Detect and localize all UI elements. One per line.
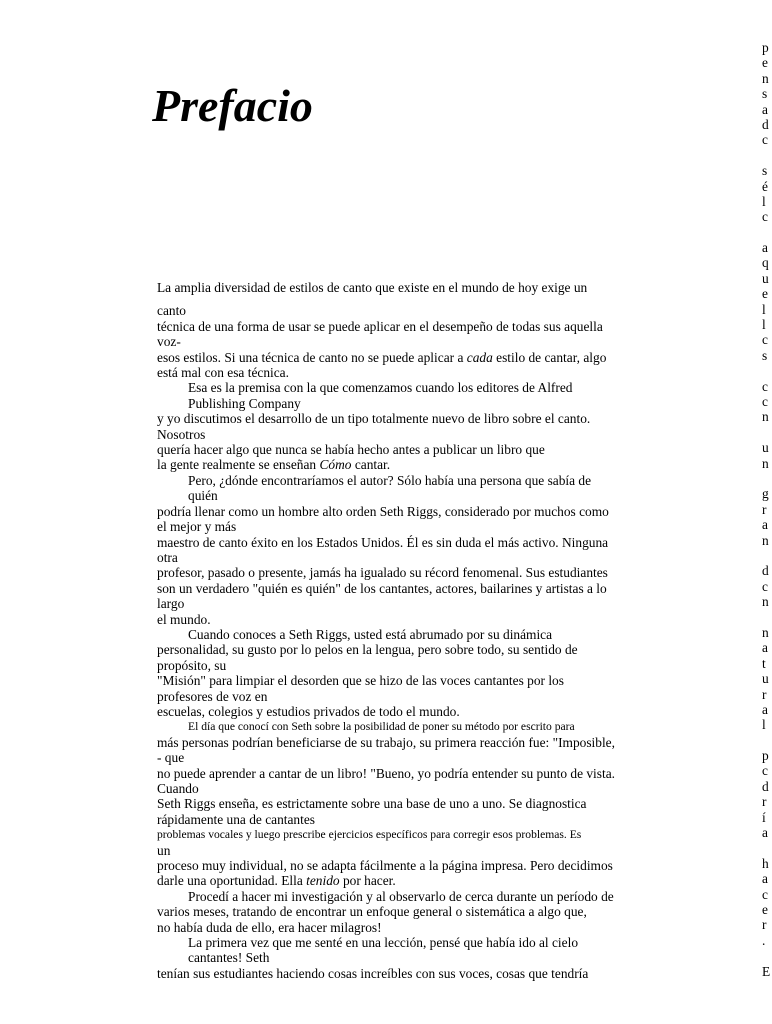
clipped-letter: a <box>762 517 768 533</box>
text-line: proceso muy individual, no se adapta fácilmente a la página impresa. Pero decidimos <box>157 858 613 874</box>
clipped-letter: p <box>762 748 769 764</box>
text-line <box>157 873 657 888</box>
text-line: quería hacer algo que nunca se había hecho antes a publicar un libro que <box>157 442 545 458</box>
clipped-letter: e <box>762 55 768 71</box>
text-line: El día que conocí con Seth sobre la posibilidad de poner su método por escrito para <box>188 720 575 734</box>
clipped-letter: d <box>762 116 769 132</box>
text-line: técnica de una forma de usar se puede aplicar en el desempeño de todas sus aquella <box>157 318 603 334</box>
text-line: rápidamente una de cantantes <box>157 811 316 827</box>
clipped-letter: a <box>762 101 768 117</box>
clipped-letter: q <box>762 255 769 271</box>
clipped-letter: d <box>762 778 769 794</box>
text-line: varios meses, tratando de encontrar un enfoque general o sistemática a algo que, <box>157 904 587 920</box>
text-run: estilo de cantar, algo <box>492 349 607 365</box>
clipped-letter: c <box>762 763 768 779</box>
clipped-letter: p <box>762 39 769 55</box>
clipped-letter: n <box>762 532 769 548</box>
clipped-letter: E <box>762 963 771 979</box>
italic-word: Cómo <box>319 457 352 473</box>
text-run: cantar. <box>351 457 391 473</box>
clipped-letter: n <box>762 70 769 86</box>
italic-word: cada <box>466 349 493 365</box>
clipped-letter: l <box>762 193 766 209</box>
text-line: Cuando conoces a Seth Riggs, usted está abrumado por su dinámica <box>188 626 553 642</box>
text-line: son un verdadero "quién es quién" de los cantantes, actores, bailarines y artistas a lo <box>157 580 607 596</box>
italic-word: tenido <box>306 873 340 889</box>
text-line: personalidad, su gusto por lo pelos en la lengua, pero sobre todo, su sentido de <box>157 642 578 658</box>
text-line: Publishing Company <box>188 395 301 411</box>
clipped-letter: r <box>762 686 767 702</box>
text-line: - que <box>157 750 185 766</box>
text-line: el mejor y más <box>157 519 237 535</box>
text-line: canto <box>157 303 186 319</box>
text-run: darle una oportunidad. Ella <box>157 873 307 889</box>
text-line: Cuando <box>157 781 199 796</box>
text-line: más personas podrían beneficiarse de su trabajo, su primera reacción fue: "Imposible, <box>157 734 615 750</box>
clipped-letter: a <box>762 640 768 656</box>
text-line: no puede aprender a cantar de un libro! "Bueno, yo podría entender su punto de vista. <box>157 765 615 781</box>
text-line: está mal con esa técnica. <box>157 365 289 381</box>
text-line: La primera vez que me senté en una lección, pensé que había ido al cielo <box>188 935 579 951</box>
text-line: escuelas, colegios y estudios privados de todo el mundo. <box>157 703 460 719</box>
clipped-letter: é <box>762 178 768 194</box>
text-line: Pero, ¿dónde encontraríamos el autor? Sólo había una persona que sabía de <box>188 472 592 488</box>
clipped-letter: í <box>762 809 766 825</box>
clipped-letter: r <box>762 917 767 933</box>
text-line <box>157 350 657 365</box>
clipped-letter: c <box>762 209 768 225</box>
text-line: Procedí a hacer mi investigación y al observarlo de cerca durante un período de <box>188 888 614 904</box>
text-line: tenían sus estudiantes haciendo cosas increíbles con sus voces, cosas que tendría <box>157 965 589 981</box>
clipped-letter: n <box>762 624 769 640</box>
page-title: Prefacio <box>152 80 313 131</box>
clipped-letter: c <box>762 132 768 148</box>
clipped-right-column <box>762 40 772 979</box>
text-run: esos estilos. Si una técnica de canto no se puede aplicar a <box>157 349 467 365</box>
text-run: la gente realmente se enseñan <box>157 457 320 473</box>
clipped-letter: d <box>762 563 769 579</box>
text-line: el mundo. <box>157 611 211 627</box>
clipped-letter: e <box>762 902 768 917</box>
clipped-letter: g <box>762 486 769 502</box>
text-line: otra <box>157 549 178 565</box>
clipped-letter: u <box>762 440 769 456</box>
clipped-letter: c <box>762 378 768 394</box>
clipped-letter: a <box>762 701 768 717</box>
clipped-letter: h <box>762 855 769 871</box>
clipped-letter: a <box>762 825 768 841</box>
text-line: y yo discutimos el desarrollo de un tipo totalmente nuevo de libro sobre el canto. <box>157 411 591 427</box>
text-line: profesores de voz en <box>157 688 268 704</box>
clipped-letter: n <box>762 409 769 425</box>
text-line <box>157 457 657 472</box>
text-line: Nosotros <box>157 426 206 442</box>
clipped-letter: r <box>762 794 767 810</box>
text-line: "Misión" para limpiar el desorden que se hizo de las voces cantantes por los <box>157 673 564 689</box>
text-line: profesor, pasado o presente, jamás ha igualado su récord fenomenal. Sus estudiantes <box>157 565 608 581</box>
text-line: maestro de canto éxito en los Estados Unidos. Él es sin duda el más activo. Ninguna <box>157 534 609 550</box>
clipped-letter: s <box>762 86 768 102</box>
text-line: quién <box>188 488 218 504</box>
clipped-letter: n <box>762 594 769 610</box>
clipped-letter: u <box>762 671 769 687</box>
clipped-letter: n <box>762 455 769 471</box>
clipped-letter: . <box>762 932 766 948</box>
clipped-letter: c <box>762 332 768 348</box>
text-run: por hacer. <box>339 873 396 889</box>
text-line: problemas vocales y luego prescribe ejercicios específicos para corregir esos problemas. Es <box>157 828 582 842</box>
clipped-letter: l <box>762 301 766 317</box>
clipped-letter: l <box>762 717 766 733</box>
text-line: cantantes! Seth <box>188 950 270 966</box>
clipped-letter: s <box>762 163 768 179</box>
text-line: Seth Riggs enseña, es estrictamente sobre una base de uno a uno. Se diagnostica <box>157 796 587 812</box>
clipped-letter: a <box>762 240 768 256</box>
clipped-letter: s <box>762 347 768 363</box>
text-line: un <box>157 842 171 858</box>
clipped-letter: l <box>762 317 766 333</box>
text-line: podría llenar como un hombre alto orden Seth Riggs, considerado por muchos como <box>157 503 609 519</box>
clipped-letter: c <box>762 578 768 594</box>
text-line: Esa es la premisa con la que comenzamos cuando los editores de Alfred <box>188 380 573 396</box>
text-line: largo <box>157 596 185 612</box>
clipped-letter: t <box>762 655 766 671</box>
text-line: voz- <box>157 334 181 350</box>
text-line: La amplia diversidad de estilos de canto que existe en el mundo de hoy exige un <box>157 280 588 295</box>
body-text <box>157 280 657 981</box>
clipped-letter: a <box>762 871 768 887</box>
text-line: no había duda de ello, era hacer milagros! <box>157 919 382 935</box>
text-line: propósito, su <box>157 657 227 673</box>
clipped-letter: e <box>762 286 768 302</box>
clipped-letter: c <box>762 886 768 902</box>
clipped-letter: c <box>762 394 768 410</box>
clipped-letter: r <box>762 501 767 517</box>
clipped-letter: u <box>762 270 769 286</box>
